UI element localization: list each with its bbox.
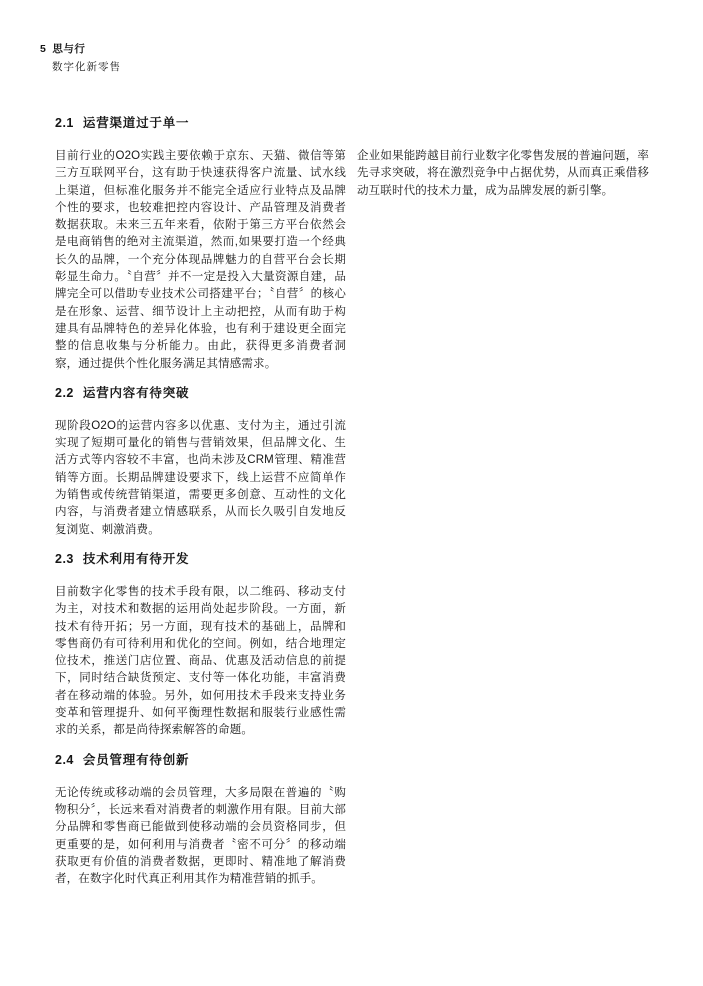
- section-heading: [55, 387, 346, 400]
- section-title: 会员管理有待创新: [82, 752, 190, 767]
- right-column-paragraph: 企业如果能跨越目前行业数字化零售发展的普遍问题，率先寻求突破，将在激烈竞争中占据优势，从而真正乘借移动互联时代的技术力量，成为品牌发展的新引擎。: [357, 150, 649, 197]
- section-paragraph: 现阶段O2O的运营内容多以优惠、支付为主，通过引流实现了短期可量化的销售与营销效果，但品牌文化、生活方式等内容较不丰富，也尚未涉及CRM管理、精准营销等方面。长期品牌建设要求下，线上运营不应简单作为销售或传统营销渠道，需要更多创意、互动性的文化内容，与消费者建立情感联系，从而长久吸引自发地反复浏览、刺激消费。: [55, 419, 346, 536]
- section-number: 2.1: [55, 116, 74, 130]
- section-2-1: [55, 117, 346, 373]
- section-2-3: [55, 553, 346, 740]
- section-title: 运营渠道过于单一: [82, 116, 190, 130]
- chapter-subtitle: 数字化新零售: [52, 61, 121, 73]
- section-number: 2.4: [55, 752, 74, 767]
- right-column: [357, 148, 649, 200]
- section-2-4: [55, 754, 346, 889]
- section-paragraph: 无论传统或移动端的会员管理，大多局限在普遍的〝购物积分〞，长远来看对消费者的刺激作用有限。目前大部分品牌和零售商已能做到使移动端的会员资格同步，但更重要的是，如何利用与消费者〝密不可分〞的移动端获取更有价值的消费者数据，更即时、精准地了解消费者，在数字化时代真正利用其作为精准营销的抓手。: [55, 786, 346, 886]
- section-title: 技术利用有待开发: [82, 551, 190, 566]
- section-number: 2.2: [55, 385, 74, 400]
- chapter-number: 5: [40, 43, 47, 55]
- section-heading: [55, 553, 346, 566]
- section-heading: [55, 754, 346, 767]
- section-2-2: [55, 387, 346, 539]
- section-number: 2.3: [55, 551, 74, 566]
- chapter-title: 思与行: [52, 43, 86, 55]
- section-paragraph: 目前行业的O2O实践主要依赖于京东、天猫、微信等第三方互联网平台，这有助于快速获得客户流量、试水线上渠道，但标准化服务并不能完全适应行业特点及品牌个性的要求，也较难把控内容设计、产品管理及消费者数据获取。未来三五年来看，依附于第三方平台依然会是电商销售的绝对主流渠道，然而,如果要打造一个经典长久的品牌，一个充分体现品牌魅力的自营平台会长期彰显生命力。〝自营〞并不一定是投入大量资源自建，品牌完全可以借助专业技术公司搭建平台；〝自营〞的核心是在形象、运营、细节设计上主动把控，从而有助于构建具有品牌特色的差异化体验，也有利于建设更全面完整的信息收集与分析能力。由此，获得更多消费者洞察，通过提供个性化服务满足其情感需求。: [55, 150, 346, 370]
- section-title: 运营内容有待突破: [82, 385, 190, 400]
- left-column: [55, 117, 346, 888]
- section-heading: [55, 117, 346, 130]
- section-paragraph: 目前数字化零售的技术手段有限，以二维码、移动支付为主，对技术和数据的运用尚处起步阶段。一方面，新技术有待开拓；另一方面，现有技术的基础上，品牌和零售商仍有可待利用和优化的空间。例如，结合地理定位技术，推送门店位置、商品、优惠及活动信息的前提下，同时结合缺货预定、支付等一体化功能，丰富消费者在移动端的体验。另外，如何用技术手段来支持业务变革和管理提升、如何平衡理性数据和服装行业感性需求的关系，都是尚待探索解答的命题。: [55, 585, 346, 737]
- chapter-title-line: [40, 40, 121, 58]
- chapter-header: [40, 40, 121, 76]
